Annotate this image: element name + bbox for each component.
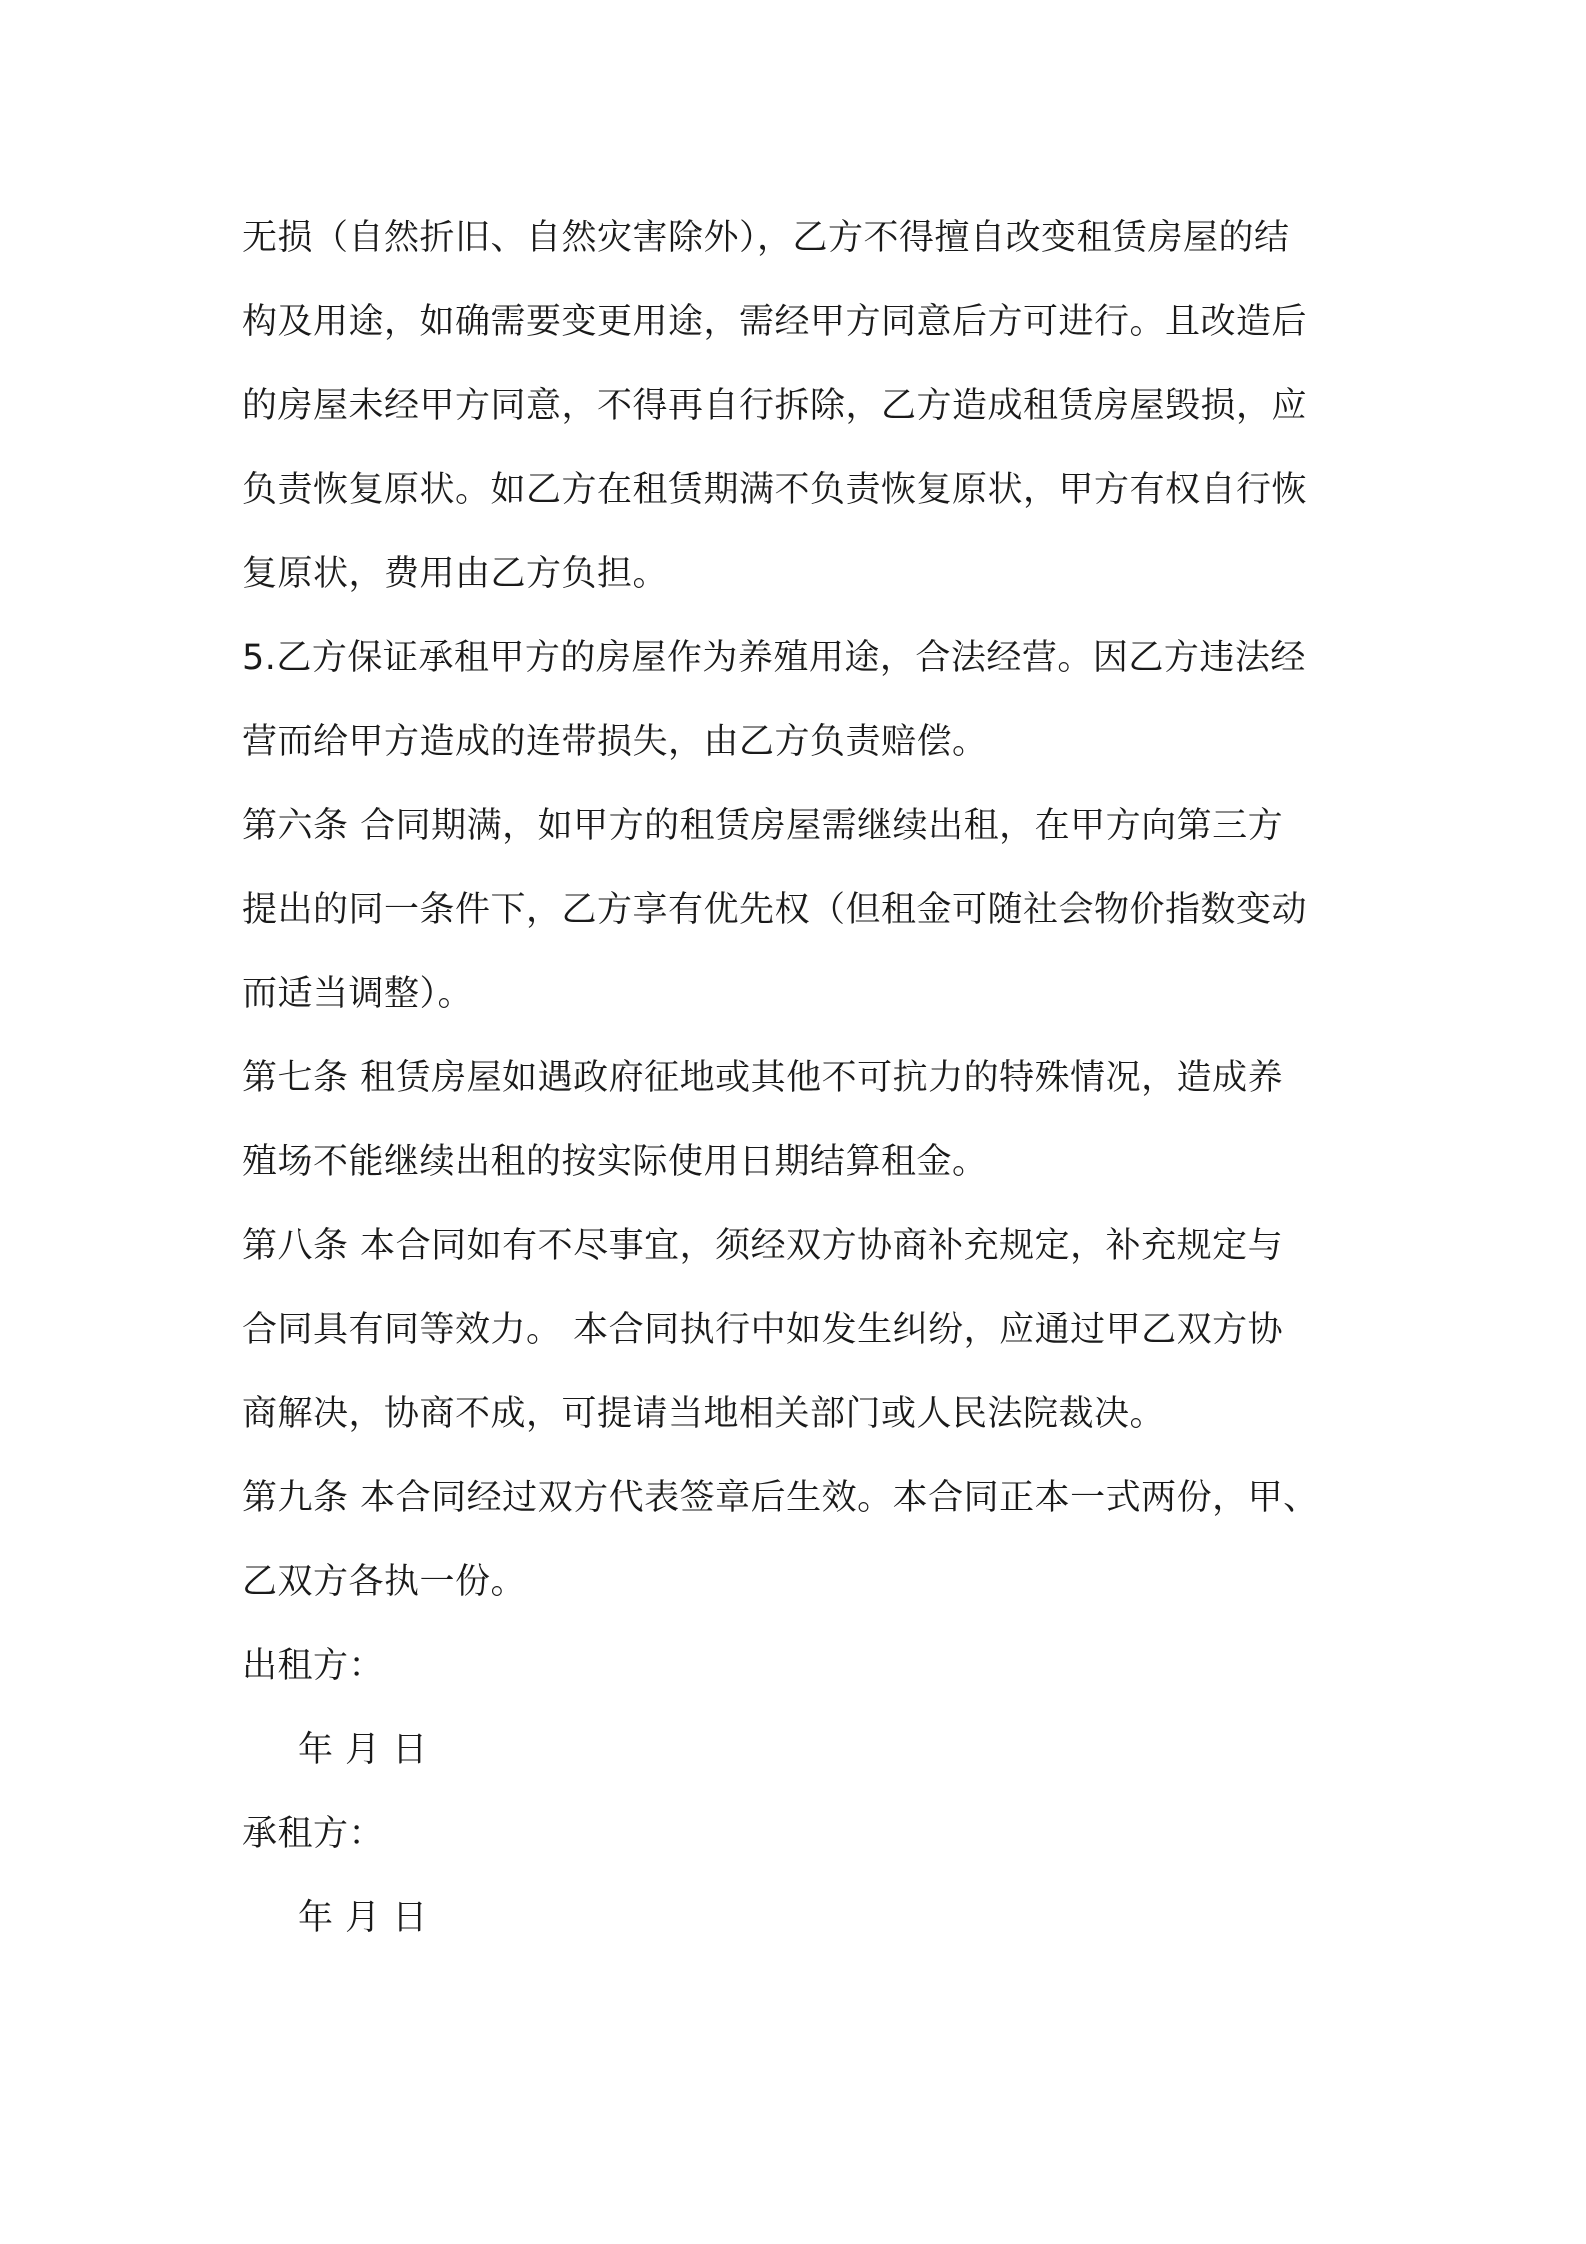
article-8-line: 第八条 本合同如有不尽事宜，须经双方协商补充规定，补充规定与 xyxy=(242,1226,1284,1266)
clause-5-line: 5.乙方保证承租甲方的房屋作为养殖用途，合法经营。因乙方违法经 xyxy=(242,638,1306,678)
lessee-date: 年 月 日 xyxy=(298,1898,428,1938)
body-line: 复原状，费用由乙方负担。 xyxy=(242,554,669,594)
article-6-line: 第六条 合同期满，如甲方的租赁房屋需继续出租，在甲方向第三方 xyxy=(242,806,1284,846)
article-7-line: 殖场不能继续出租的按实际使用日期结算租金。 xyxy=(242,1142,988,1182)
body-line: 的房屋未经甲方同意，不得再自行拆除，乙方造成租赁房屋毁损，应 xyxy=(242,386,1308,426)
article-6-line: 提出的同一条件下，乙方享有优先权（但租金可随社会物价指数变动 xyxy=(242,890,1308,930)
article-9-line: 第九条 本合同经过双方代表签章后生效。本合同正本一式两份，甲、 xyxy=(242,1478,1319,1518)
body-line: 负责恢复原状。如乙方在租赁期满不负责恢复原状，甲方有权自行恢 xyxy=(242,470,1308,510)
body-line: 构及用途，如确需要变更用途，需经甲方同意后方可进行。且改造后 xyxy=(242,302,1308,342)
article-8-line: 商解决，协商不成，可提请当地相关部门或人民法院裁决。 xyxy=(242,1394,1166,1434)
document-body xyxy=(242,196,1362,1960)
article-6-line: 而适当调整）。 xyxy=(242,974,474,1014)
article-7-line: 第七条 租赁房屋如遇政府征地或其他不可抗力的特殊情况，造成养 xyxy=(242,1058,1284,1098)
article-8-line: 合同具有同等效力。 本合同执行中如发生纠纷，应通过甲乙双方协 xyxy=(242,1310,1284,1350)
article-9-line: 乙双方各执一份。 xyxy=(242,1562,527,1602)
body-line: 无损（自然折旧、自然灾害除外），乙方不得擅自改变租赁房屋的结 xyxy=(242,218,1290,258)
lessor-date: 年 月 日 xyxy=(298,1730,428,1770)
lessee-label: 承租方： xyxy=(242,1814,385,1854)
lessor-label: 出租方： xyxy=(242,1646,385,1686)
clause-5-line: 营而给甲方造成的连带损失，由乙方负责赔偿。 xyxy=(242,722,988,762)
